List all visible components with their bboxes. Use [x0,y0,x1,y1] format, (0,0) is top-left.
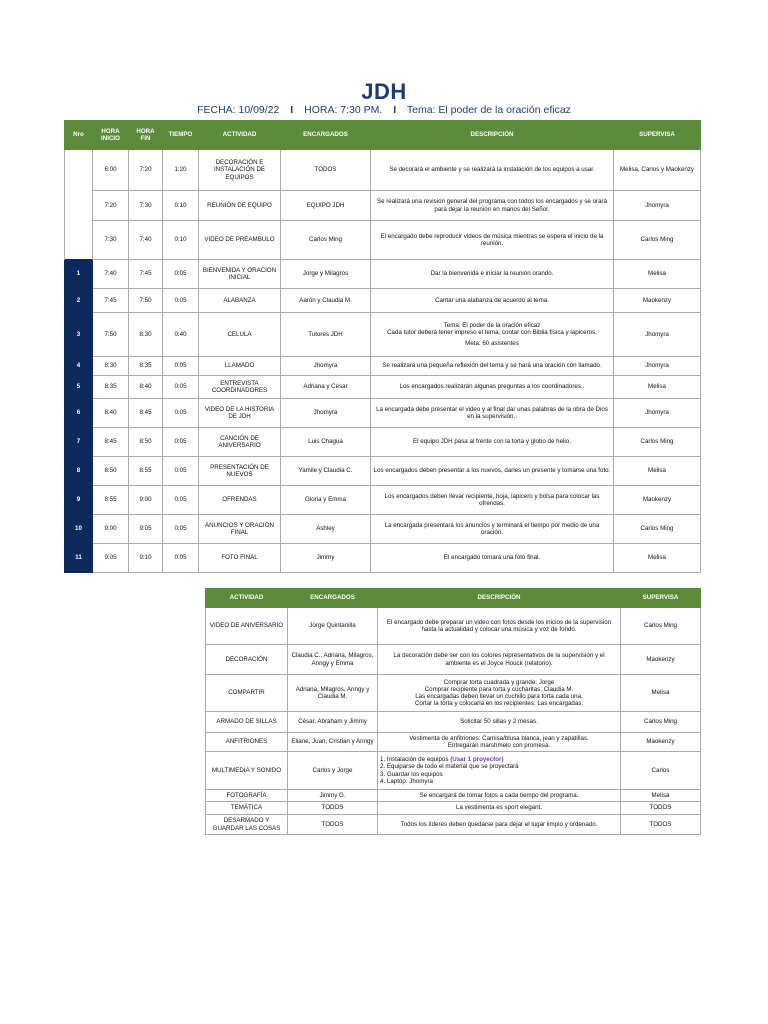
in-charge: TODOS [281,150,371,191]
duration: 0:10 [163,221,199,260]
duration: 0:05 [163,289,199,313]
row-number: 11 [65,544,93,573]
date-text: FECHA: 10/09/22 [197,104,280,116]
description-line: 4. Laptop: Jhomyra [380,777,433,785]
row-number: 6 [65,399,93,428]
description: La encargada presentará los anuncios y terminará el tiempo por medio de una oración. [371,515,614,544]
end-time: 8:35 [129,357,163,376]
supervisor: TODOS [621,815,701,835]
in-charge: EQUIPO JDH [281,191,371,221]
supervisor: Melisa [614,376,701,399]
duration: 0:05 [163,428,199,457]
supervisor: Melisa, Carlos y Maokenzy [614,150,701,191]
col-header-nro: Nro [65,121,93,150]
description-line: 2. Equiparse de todo el material que se proyectará [380,763,519,771]
table-row [206,802,701,815]
activity: ANFITRIONES [206,733,288,752]
start-time: 7:40 [93,260,129,289]
description-line [380,756,618,763]
duration: 0:05 [163,544,199,573]
activity: DECORACIÓN E INSTALACIÓN DE EQUIPOS [199,150,281,191]
row-number: 2 [65,289,93,313]
supervisor: Jhomyra [614,191,701,221]
description-line: Vestimenta de anfitriones: Camisa/blusa blanca, jean y zapatillas. [409,734,589,742]
supervisor: Melisa [621,675,701,712]
duration: 0:05 [163,376,199,399]
description-line: Entregarán marshmelo con promesa. [447,742,551,749]
in-charge: TODOS [288,815,378,835]
col-header-activity: ACTIVIDAD [206,589,288,608]
end-time: 8:50 [129,428,163,457]
supervisor: Jhomyra [614,313,701,357]
table-row [206,675,701,712]
in-charge: Carlos y Jorge [288,752,378,790]
description-line: Las encargadas deben llevar un cuchillo para torta cada una. [415,693,583,700]
separator: I [290,104,294,116]
start-time: 8:40 [93,399,129,428]
start-time: 7:50 [93,313,129,357]
in-charge: Adriana y César [281,376,371,399]
table-row [65,457,701,486]
activity: ANUNCIOS Y ORACION FINAL [199,515,281,544]
row-number [65,191,93,221]
supervisor: Carlos Ming [621,608,701,645]
supervisor: Maokenzy [614,289,701,313]
activity: OFRENDAS [199,486,281,515]
description-line: Tema: El poder de la oración eficaz [443,322,541,330]
description [378,752,621,790]
table-row [65,376,701,399]
col-header-description: DESCRIPCIÓN [378,589,621,608]
supervisor: Melisa [614,260,701,289]
in-charge: Ashley [281,515,371,544]
duration: 0:05 [163,515,199,544]
supervisor: Maokenzy [621,733,701,752]
supervisor: Jhomyra [614,399,701,428]
in-charge: Gloria y Emma [281,486,371,515]
row-number: 7 [65,428,93,457]
start-time: 7:20 [93,191,129,221]
activity: DECORACIÓN [206,645,288,675]
activity: MULTIMEDIA Y SONIDO [206,752,288,790]
description: La decoración debe ser con los colores representativos de la supervisión y el ambiente es el Joyce Houck (relatorio). [378,645,621,675]
table-row [65,150,701,191]
duration: 0:10 [163,191,199,221]
description-text: 1. Instalación de equipos [380,756,449,764]
in-charge: TODOS [288,802,378,815]
activity: VIDEO DE PREAMBULO [199,221,281,260]
row-number: 1 [65,260,93,289]
start-time: 6:00 [93,150,129,191]
table-header-row [206,589,701,608]
col-header-start: HORA INICIO [93,121,129,150]
description: Dar la bienvenida e iniciar la reunión orando. [371,260,614,289]
end-time: 9:05 [129,515,163,544]
separator: I [393,104,397,116]
table-row [65,313,701,357]
end-time: 8:40 [129,376,163,399]
in-charge: Claudia C., Adriana, Milagros, Anngy y Emma [288,645,378,675]
duration: 1:20 [163,150,199,191]
table-row [206,712,701,733]
activity: REUNIÓN DE EQUIPO [199,191,281,221]
start-time: 8:55 [93,486,129,515]
end-time: 7:40 [129,221,163,260]
description: Solicitar 50 sillas y 2 mesas. [378,712,621,733]
description: Se realizará una revisión general del programa con todos los encargados y se orará para dejar la reunión en manos del Señor. [371,191,614,221]
in-charge: Aarón y Claudia M. [281,289,371,313]
in-charge: Carlos Ming [281,221,371,260]
activity: FOTOGRAFÍA [206,790,288,802]
end-time: 7:50 [129,289,163,313]
table-row [65,486,701,515]
table-row [65,357,701,376]
row-number: 9 [65,486,93,515]
start-time: 8:50 [93,457,129,486]
supervisor: TODOS [621,802,701,815]
row-number: 4 [65,357,93,376]
activity: VIDEO DE ANIVERSARIO [206,608,288,645]
duration: 0:40 [163,313,199,357]
col-header-supervisor: SUPERVISA [621,589,701,608]
description: Se realizará una pequeña reflexión del tema y se hará una oración con llamado. [371,357,614,376]
table-row [65,260,701,289]
col-header-in-charge: ENCARGADOS [288,589,378,608]
end-time: 9:10 [129,544,163,573]
row-number: 3 [65,313,93,357]
supervisor: Carlos Ming [614,428,701,457]
description: El encargado tomará una foto final. [371,544,614,573]
in-charge: Adriana, Milagros, Anngy y Claudia M. [288,675,378,712]
activity: ENTREVISTA COORDINADORES [199,376,281,399]
end-time: 7:30 [129,191,163,221]
activity: FOTO FINAL [199,544,281,573]
in-charge: Luis Chagua [281,428,371,457]
supervisor: Carlos Ming [614,515,701,544]
description: El equipo JDH pasa al frente con la torta y globo de helio. [371,428,614,457]
supervisor: Melisa [621,790,701,802]
duration: 0:05 [163,457,199,486]
table-row [206,790,701,802]
end-time: 8:55 [129,457,163,486]
table-row [206,815,701,835]
in-charge: Eliane, Juan, Cristian y Anngy [288,733,378,752]
description: La vestimenta es sport elegant. [378,802,621,815]
description-line: 3. Guardar los equipos [380,770,443,778]
activity: TEMÁTICA [206,802,288,815]
in-charge: Jhomyra [281,357,371,376]
col-header-time: TIEMPO [163,121,199,150]
start-time: 8:45 [93,428,129,457]
end-time: 9:00 [129,486,163,515]
supervisor: Melisa [614,544,701,573]
supervisor: Maokenzy [614,486,701,515]
row-number [65,221,93,260]
description: Los encargados deben presentar a los nuevos, darles un presente y tomarse una foto. [371,457,614,486]
supervisor: Jhomyra [614,357,701,376]
supervisor: Carlos [621,752,701,790]
activity: ARMADO DE SILLAS [206,712,288,733]
description: El encargado debe preparar un video con fotos desde los inicios de la supervisión hasta la actualidad y colocar una música y voz de fondo. [378,608,621,645]
in-charge: Jimmy [281,544,371,573]
table-row [206,733,701,752]
in-charge: César, Abraham y Jimmy [288,712,378,733]
time-text: HORA: 7:30 PM. [304,104,383,116]
table-row [65,399,701,428]
row-number: 5 [65,376,93,399]
table-row [65,515,701,544]
activity: DESARMADO Y GUARDAR LAS COSAS [206,815,288,835]
description: Los encargados deben llevar recipiente, hoja, lapicero y bolsa para colocar las ofrendas. [371,486,614,515]
description [378,675,621,712]
duration: 0:05 [163,260,199,289]
description: Cantar una alabanza de acuerdo al tema. [371,289,614,313]
col-header-description: DESCRIPCIÓN [371,121,614,150]
end-time: 8:45 [129,399,163,428]
start-time: 7:45 [93,289,129,313]
page-subtitle [0,104,768,116]
start-time: 8:30 [93,357,129,376]
description: Los encargados realizarán algunas preguntas a los coordinadores.. [371,376,614,399]
description-line: Comprar recipiente para torta y cucharitas: Claudia M. [424,685,574,693]
supervisor: Carlos Ming [614,221,701,260]
activity: BIENVENIDA Y ORACION INICIAL [199,260,281,289]
row-number [65,150,93,191]
table-row [65,428,701,457]
activity: VIDEO DE LA HISTORIA DE JDH [199,399,281,428]
description-line: Cada tutor deberá tener impreso el tema, contar con Biblia física y lapiceros. [387,329,597,337]
in-charge: Jhomyra [281,399,371,428]
in-charge: Yamile y Claudia C. [281,457,371,486]
page-title: JDH [361,79,407,104]
row-number: 10 [65,515,93,544]
in-charge: Jimmy G. [288,790,378,802]
projector-note: (Usar 1 proyector) [450,756,504,764]
in-charge: Jorge y Milagros [281,260,371,289]
duration: 0:05 [163,357,199,376]
start-time: 9:05 [93,544,129,573]
activity: PRESENTACIÓN DE NUEVOS [199,457,281,486]
in-charge: Tutores JDH [281,313,371,357]
table-row [206,752,701,790]
program-table [64,120,701,573]
table-row [65,191,701,221]
start-time: 8:35 [93,376,129,399]
start-time: 7:30 [93,221,129,260]
start-time: 9:00 [93,515,129,544]
end-time: 7:20 [129,150,163,191]
table-row [65,289,701,313]
col-header-in-charge: ENCARGADOS [281,121,371,150]
description-line: Comprar torta cuadrada y grande: Jorge [443,678,555,686]
col-header-activity: ACTIVIDAD [199,121,281,150]
col-header-supervisor: SUPERVISA [614,121,701,150]
col-header-end: HORA FIN [129,121,163,150]
supervisor: Carlos Ming [621,712,701,733]
description: La encargada debe presentar el video y al final dar unas palabras de la obra de Dios en la supervisión.. [371,399,614,428]
activity: CELULA [199,313,281,357]
assignments-table [205,588,701,835]
description: Todos los líderes deben quedarse para dejar el lugar limpio y ordenado. [378,815,621,835]
description: Se decorará el ambiente y se realizará la instalación de los equipos a usar. [371,150,614,191]
activity: COMPARTIR [206,675,288,712]
table-row [206,645,701,675]
supervisor: Maokenzy [621,645,701,675]
description [378,733,621,752]
theme-text: Tema: El poder de la oración eficaz [406,104,571,116]
table-row [65,544,701,573]
supervisor: Melisa [614,457,701,486]
description: Se encargará de tomar fotos a cada tiempo del programa. [378,790,621,802]
table-row [65,221,701,260]
description-line: Meta: 60 asistentes [465,339,519,347]
description: El encargado debe reproducir videos de música mientras se espera el inicio de la reunión. [371,221,614,260]
end-time: 8:30 [129,313,163,357]
description-line: Cortar la torta y colocarla en los recipientes: Las encargadas. [414,700,584,708]
end-time: 7:45 [129,260,163,289]
activity: ALABANZA [199,289,281,313]
duration: 0:05 [163,486,199,515]
description [371,313,614,357]
activity: CANCIÓN DE ANIVERSARIO [199,428,281,457]
duration: 0:05 [163,399,199,428]
table-header-row [65,121,701,150]
in-charge: Jorge Quintanilla [288,608,378,645]
table-row [206,608,701,645]
activity: LLAMADO [199,357,281,376]
row-number: 8 [65,457,93,486]
